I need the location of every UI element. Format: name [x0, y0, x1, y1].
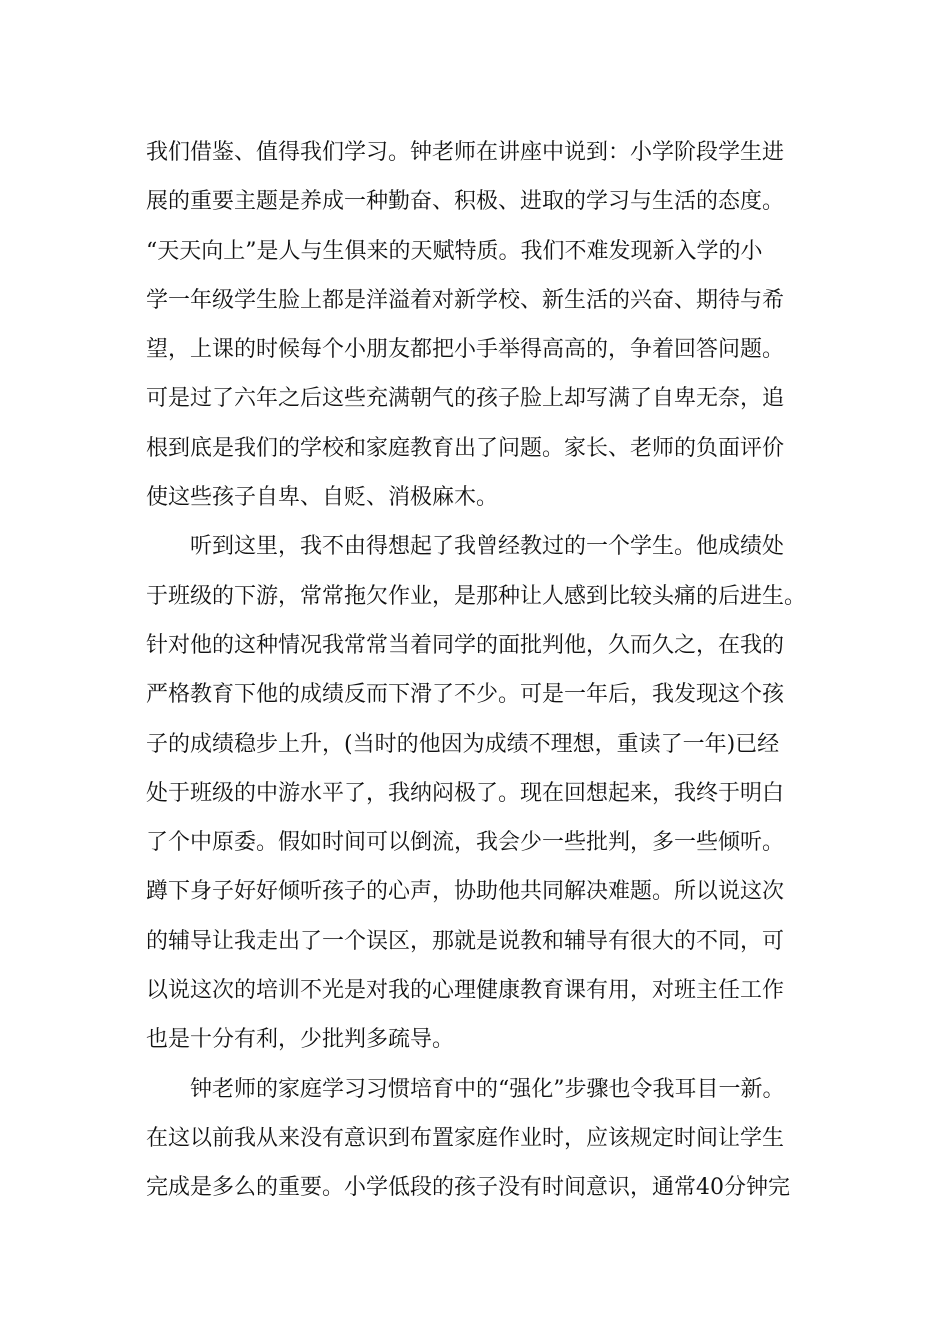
- text-line: 我们借鉴、值得我们学习。钟老师在讲座中说到：小学阶段学生进: [146, 140, 785, 165]
- text-line: 可是过了六年之后这些充满朝气的孩子脸上却写满了自卑无奈，追: [146, 386, 785, 412]
- text-line: 子的成绩稳步上升，(当时的他因为成绩不理想，重读了一年)已经: [146, 731, 780, 757]
- text-line: 学一年级学生脸上都是洋溢着对新学校、新生活的兴奋、期待与希: [146, 287, 785, 313]
- paragraph-2: [146, 522, 818, 1064]
- document-body: [146, 128, 818, 1213]
- text-line: 了个中原委。假如时间可以倒流，我会少一些批判，多一些倾听。: [146, 830, 785, 856]
- text-line: 根到底是我们的学校和家庭教育出了问题。家长、老师的负面评价: [146, 435, 785, 461]
- text-line: 针对他的这种情况我常常当着同学的面批判他，久而久之，在我的: [146, 632, 785, 658]
- text-line: 严格教育下他的成绩反而下滑了不少。可是一年后，我发现这个孩: [146, 682, 785, 708]
- text-line: 望，上课的时候每个小朋友都把小手举得高高的，争着回答问题。: [146, 337, 785, 363]
- text-line: 展的重要主题是养成一种勤奋、积极、进取的学习与生活的态度。: [146, 189, 785, 215]
- paragraph-3: [146, 1065, 818, 1213]
- text-line: 也是十分有利，少批判多疏导。: [146, 1027, 455, 1053]
- text-line: 钟老师的家庭学习习惯培育中的“强化”步骤也令我耳目一新。: [190, 1076, 785, 1102]
- text-line: 以说这次的培训不光是对我的心理健康教育课有用，对班主任工作: [146, 978, 785, 1004]
- text-line: 于班级的下游，常常拖欠作业，是那种让人感到比较头痛的后进生。: [146, 583, 807, 609]
- text-line: 蹲下身子好好倾听孩子的心声，协助他共同解决难题。所以说这次: [146, 879, 785, 905]
- paragraph-1: [146, 128, 818, 522]
- text-line: 听到这里，我不由得想起了我曾经教过的一个学生。他成绩处: [190, 534, 785, 560]
- text-line: 处于班级的中游水平了，我纳闷极了。现在回想起来，我终于明白: [146, 780, 785, 806]
- text-line: “天天向上”是人与生俱来的天赋特质。我们不难发现新入学的小: [146, 238, 763, 264]
- text-line: 使这些孩子自卑、自贬、消极麻木。: [146, 485, 499, 511]
- text-line: 的辅导让我走出了一个误区，那就是说教和辅导有很大的不同，可: [146, 928, 785, 954]
- text-line: 完成是多么的重要。小学低段的孩子没有时间意识，通常40分钟完: [146, 1175, 790, 1201]
- text-line: 在这以前我从来没有意识到布置家庭作业时，应该规定时间让学生: [146, 1125, 785, 1151]
